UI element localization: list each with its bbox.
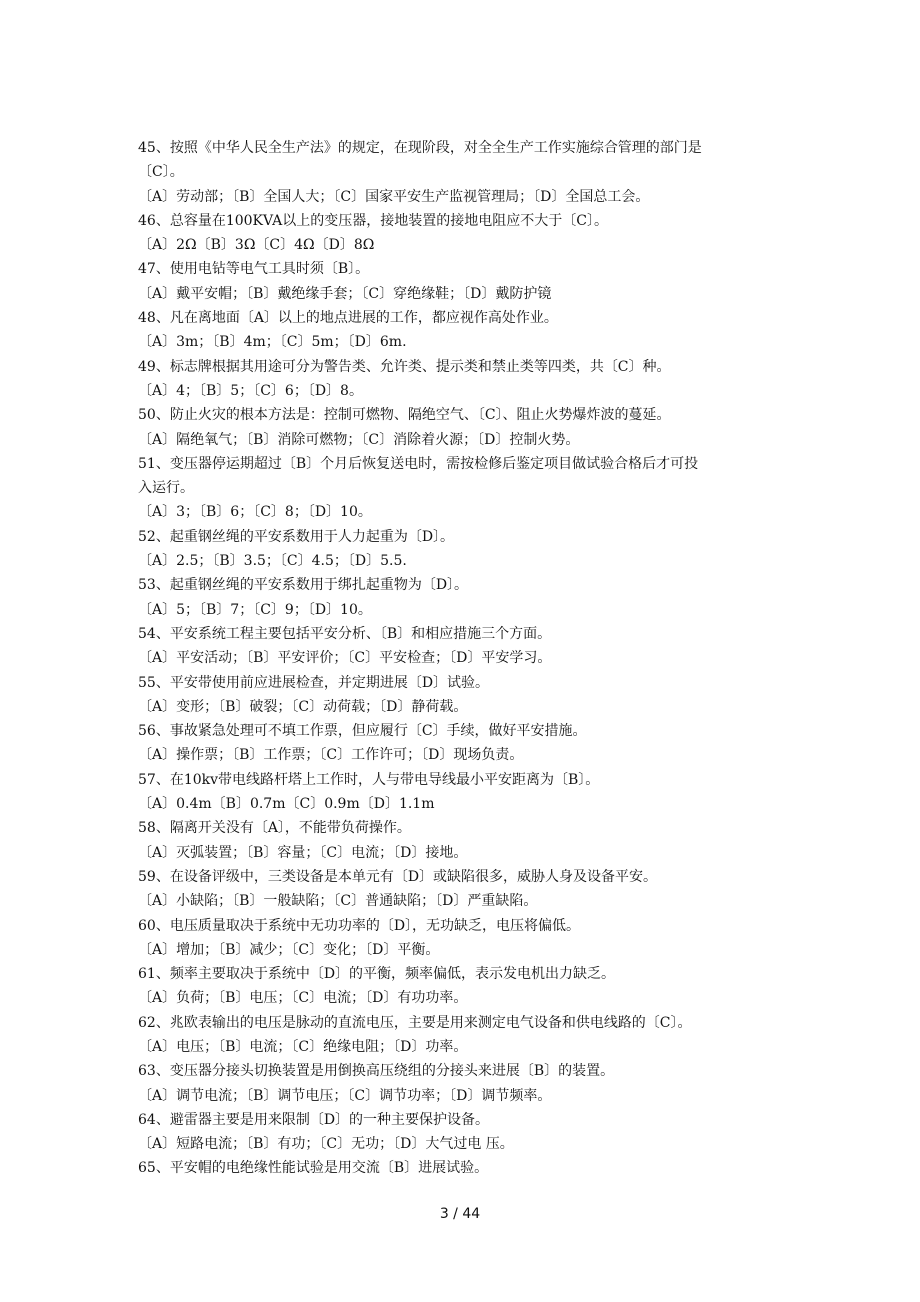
text-line: 48、凡在离地面〔A〕以上的地点进展的工作，都应视作高处作业。 [138,310,558,327]
text-line: 〔A〕负荷；〔B〕电压；〔C〕电流；〔D〕有功功率。 [138,990,468,1007]
text-line: 60、电压质量取决于系统中无功功率的〔D〕，无功缺乏，电压将偏低。 [138,917,581,934]
text-line: 54、平安系统工程主要包括平安分析、〔B〕和相应措施三个方面。 [138,625,552,642]
text-line: 61、频率主要取决于系统中〔D〕的平衡，频率偏低，表示发电机出力缺乏。 [138,966,616,983]
text-line: 65、平安帽的电绝缘性能试验是用交流〔B〕进展试验。 [138,1160,489,1177]
text-line: 45、按照《中华人民全生产法》的规定，在现阶段，对全全生产工作实施综合管理的部门是 [138,140,702,156]
text-line: 〔A〕操作票；〔B〕工作票；〔C〕工作许可；〔D〕现场负责。 [138,747,524,764]
text-line: 〔A〕调节电流；〔B〕调节电压；〔C〕调节功率；〔D〕调节频率。 [138,1087,552,1104]
text-line: 47、使用电钻等电气工具时须〔B〕。 [138,261,370,278]
text-line: 〔A〕隔绝氧气；〔B〕消除可燃物；〔C〕消除着火源；〔D〕控制火势。 [138,431,580,448]
text-line: 〔A〕3；〔B〕6；〔C〕8；〔D〕10。 [138,504,372,521]
text-line: 〔C〕。 [138,164,184,181]
text-line: 〔A〕增加；〔B〕减少；〔C〕变化；〔D〕平衡。 [138,941,440,958]
text-line: 〔A〕变形；〔B〕破裂；〔C〕动荷载；〔D〕静荷载。 [138,698,468,715]
text-line: 64、避雷器主要是用来限制〔D〕的一种主要保护设备。 [138,1111,490,1128]
text-line: 入运行。 [138,480,194,497]
document-body [138,136,788,1181]
text-line: 46、总容量在100KVA以上的变压器，接地装置的接地电阻应不大于〔C〕。 [138,212,608,229]
text-line: 62、兆欧表输出的电压是脉动的直流电压，主要是用来测定电气设备和供电线路的〔C〕。 [138,1014,692,1031]
text-line: 52、起重钢丝绳的平安系数用于人力起重为〔D〕。 [138,528,455,545]
text-line: 〔A〕3m；〔B〕4m；〔C〕5m；〔D〕6m. [138,334,407,351]
text-line: 56、事故紧急处理可不填工作票，但应履行〔C〕手续，做好平安措施。 [138,723,587,740]
text-line: 〔A〕短路电流；〔B〕有功；〔C〕无功；〔D〕大气过电 压。 [138,1136,514,1153]
text-line: 〔A〕4；〔B〕5；〔C〕6；〔D〕8。 [138,382,363,399]
text-line: 〔A〕劳动部；〔B〕全国人大；〔C〕国家平安生产监视管理局；〔D〕全国总工会。 [138,188,650,205]
text-line: 51、变压器停运期超过〔B〕个月后恢复送电时，需按检修后鉴定项目做试验合格后才可投 [138,455,699,472]
text-line: 〔A〕2Ω〔B〕3Ω〔C〕4Ω〔D〕8Ω [138,237,375,254]
text-line: 55、平安带使用前应进展检查，并定期进展〔D〕试验。 [138,674,490,691]
text-line: 〔A〕灭弧装置；〔B〕容量；〔C〕电流；〔D〕接地。 [138,844,468,861]
text-line: 〔A〕平安活动；〔B〕平安评价；〔C〕平安检查；〔D〕平安学习。 [138,650,552,667]
text-line: 〔A〕2.5；〔B〕3.5；〔C〕4.5；〔D〕5.5. [138,553,407,570]
text-line: 〔A〕小缺陷；〔B〕一般缺陷；〔C〕普通缺陷；〔D〕严重缺陷。 [138,893,538,910]
text-line: 49、标志牌根据其用途可分为警告类、允许类、提示类和禁止类等四类，共〔C〕种。 [138,358,671,375]
page-number: 3 / 44 [439,1206,481,1222]
text-line: 〔A〕0.4m〔B〕0.7m〔C〕0.9m〔D〕1.1m [138,796,435,813]
text-line: 53、起重钢丝绳的平安系数用于绑扎起重物为〔D〕。 [138,577,469,594]
text-line: 59、在设备评级中，三类设备是本单元有〔D〕或缺陷很多，威胁人身及设备平安。 [138,868,658,885]
text-line: 58、隔离开关没有〔A〕，不能带负荷操作。 [138,820,411,837]
text-line: 〔A〕5；〔B〕7；〔C〕9；〔D〕10。 [138,601,372,618]
text-line: 63、变压器分接头切换装置是用倒换高压绕组的分接头来进展〔B〕的装置。 [138,1063,615,1080]
text-line: 〔A〕电压；〔B〕电流；〔C〕绝缘电阻；〔D〕功率。 [138,1038,468,1055]
text-line: 50、防止火灾的根本方法是：控制可燃物、隔绝空气、〔C〕、阻止火势爆炸波的蔓延。 [138,407,671,424]
text-line: 57、在10kv带电线路杆塔上工作时，人与带电导线最小平安距离为〔B〕。 [138,771,600,788]
text-line: 〔A〕戴平安帽；〔B〕戴绝缘手套；〔C〕穿绝缘鞋；〔D〕戴防护镜 [138,285,552,302]
